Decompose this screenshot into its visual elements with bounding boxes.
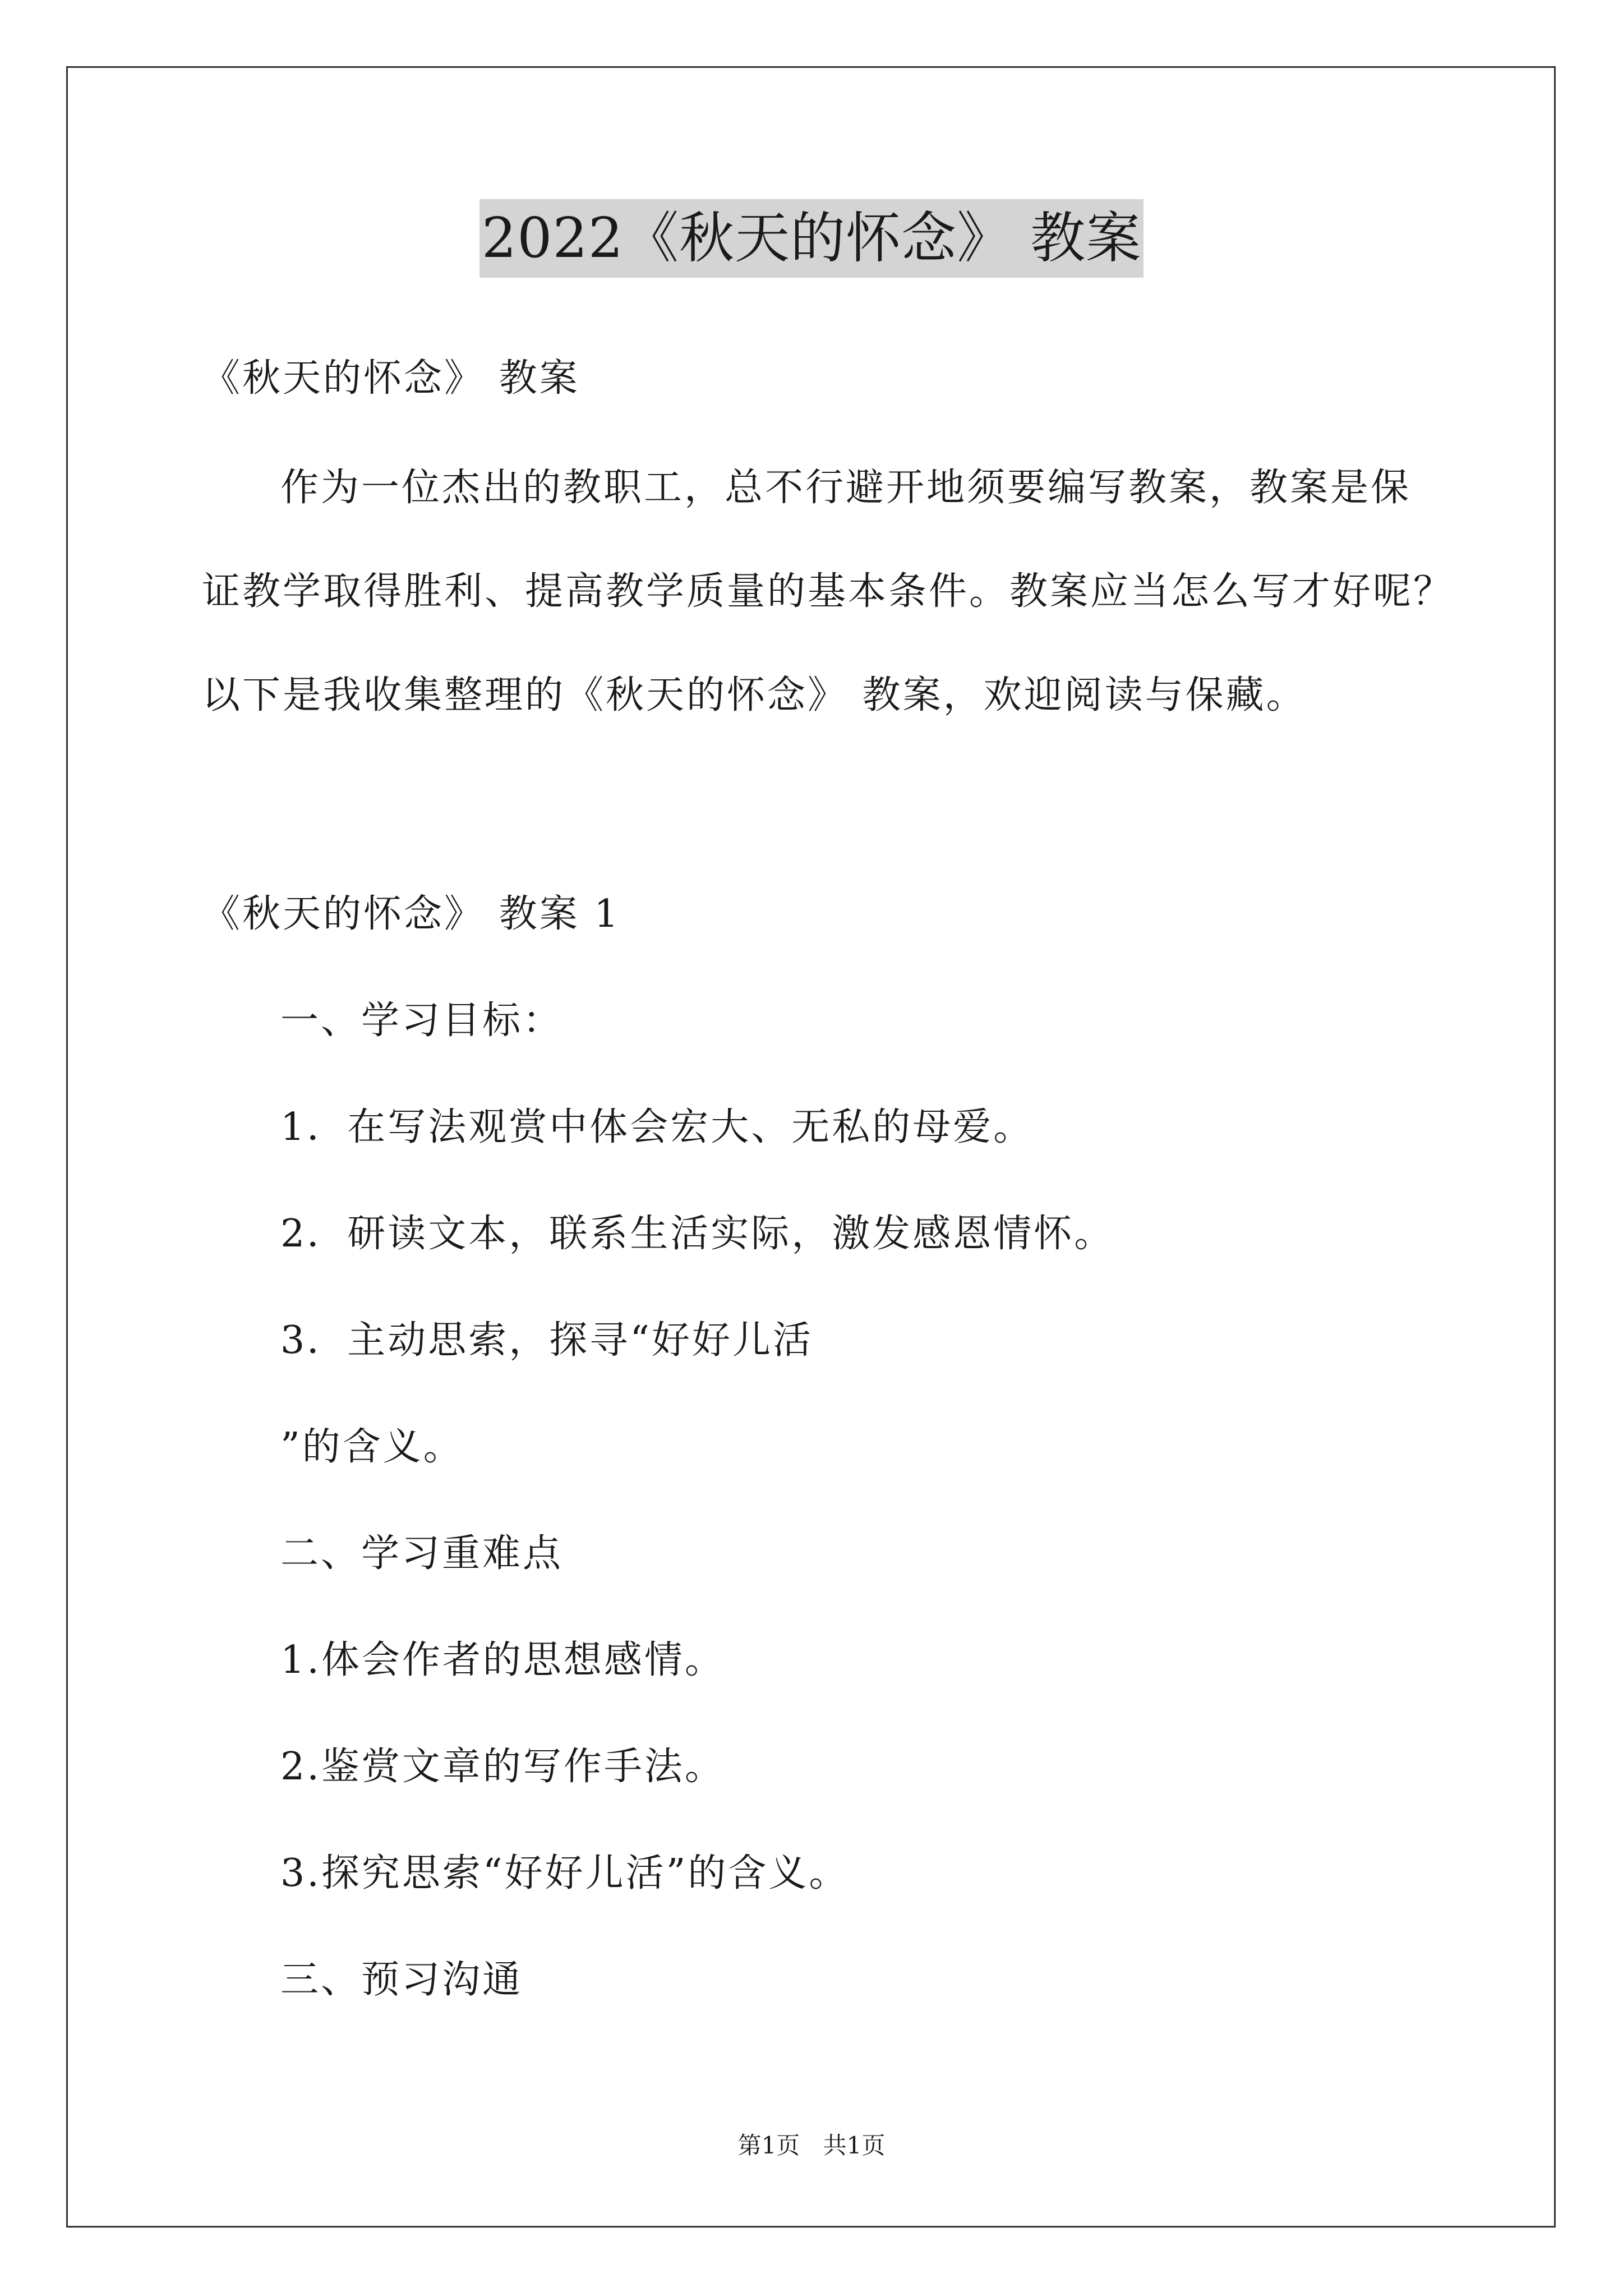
intro-line-2: 证教学取得胜利、提高教学质量的基本条件。教案应当怎么写才好呢？ bbox=[202, 569, 1454, 614]
page-total: 共1页 bbox=[823, 2132, 886, 2159]
body-line-7: 1.体会作者的思想感情。 bbox=[280, 1638, 725, 1682]
body-line-4: 3．主动思索，探寻“好好儿活 bbox=[280, 1318, 814, 1363]
page-number: 第1页 bbox=[737, 2132, 800, 2159]
body-line-8: 2.鉴赏文章的写作手法。 bbox=[280, 1745, 725, 1789]
document-subtitle: 《秋天的怀念》 教案 bbox=[202, 356, 580, 401]
intro-line-1: 作为一位杰出的教职工，总不行避开地须要编写教案，教案是保 bbox=[280, 466, 1412, 510]
document-title: 2022《秋天的怀念》 教案 bbox=[479, 199, 1144, 278]
body-line-10: 三、预习沟通 bbox=[280, 1958, 523, 2002]
body-line-9: 3.探究思索“好好儿活”的含义。 bbox=[280, 1851, 850, 1895]
intro-line-3: 以下是我收集整理的《秋天的怀念》 教案，欢迎阅读与保藏。 bbox=[202, 673, 1307, 717]
body-line-6: 二、学习重难点 bbox=[280, 1531, 564, 1576]
page-footer bbox=[0, 2129, 1623, 2162]
body-line-2: 1．在写法观赏中体会宏大、无私的母爱。 bbox=[280, 1105, 1034, 1149]
body-line-1: 一、学习目标： bbox=[280, 999, 564, 1043]
section-heading: 《秋天的怀念》 教案 1 bbox=[202, 892, 621, 936]
body-line-3: 2．研读文本，联系生活实际，激发感恩情怀。 bbox=[280, 1212, 1115, 1256]
title-container bbox=[0, 199, 1623, 278]
body-line-5: ”的含义。 bbox=[280, 1425, 464, 1469]
